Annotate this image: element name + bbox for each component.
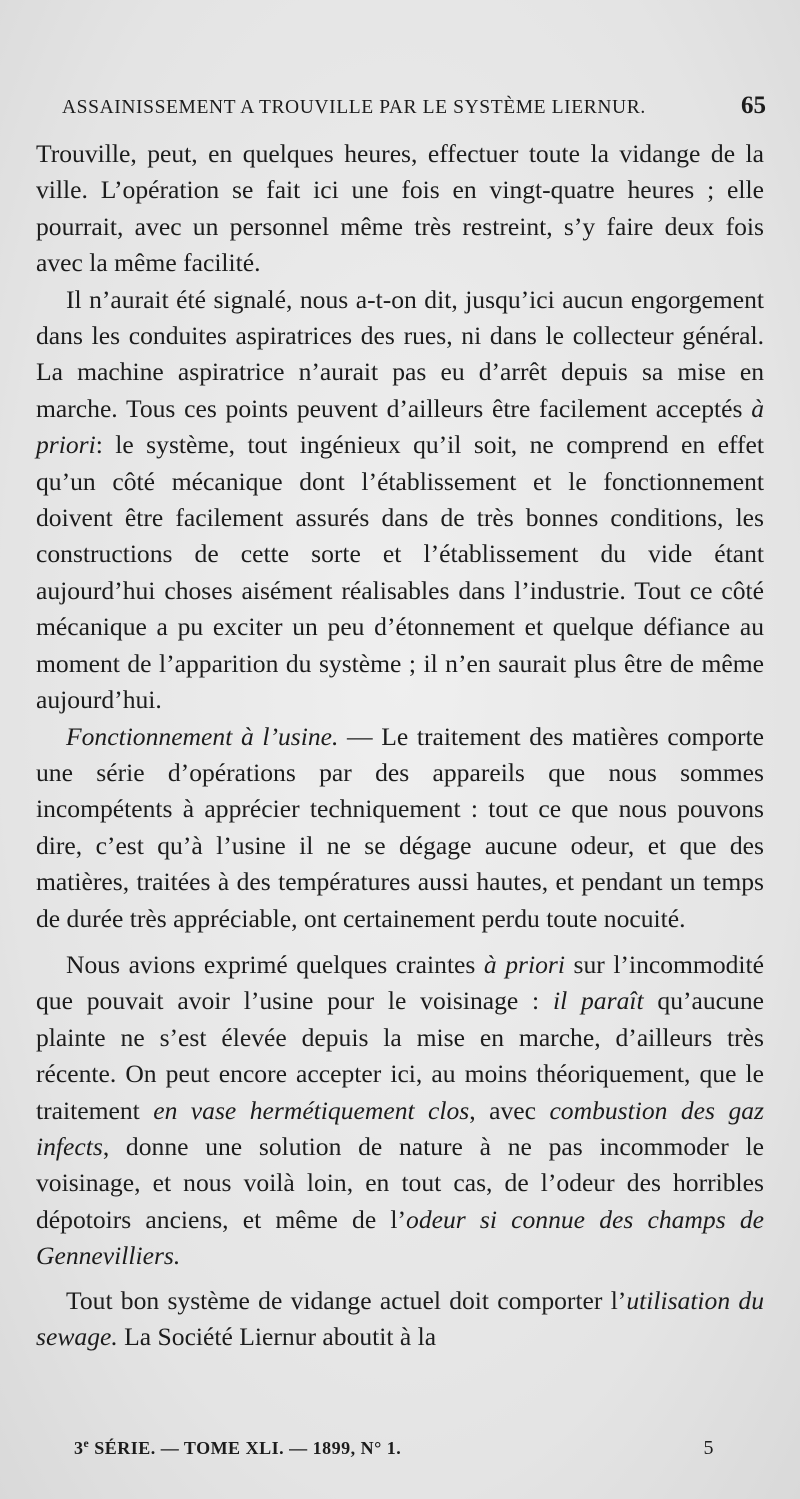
series-number: 3	[74, 1438, 84, 1458]
paragraph-4-text-a: Nous avions exprimé quelques craintes	[66, 949, 484, 979]
section-heading-fonctionnement: Fonctionnement à l’usine.	[66, 721, 339, 751]
paragraph-5-text-b: La Société Liernur aboutit à la	[117, 1322, 437, 1351]
paragraph-4-em-5: odeur si connue des champs de Gennevilliers.	[36, 1204, 764, 1271]
paragraph-5	[36, 1283, 764, 1356]
paragraph-2-rest: : le système, tout ingénieux qu’il soit, ne comprend en effet qu’un côté mécanique dont l’établissement et le fonctionnement doivent être facilement assurés dans de très bonnes conditions, les constructions de cette sorte et l’établissement du vide étant aujourd’hui choses aisément réalisables dans l’industrie. Tout ce côté mécanique a pu exciter un peu d’étonnement et quelque défiance au moment de l’apparition du système ; il n’en saurait plus être de même aujourd’hui.	[36, 430, 764, 715]
paragraph-4-em-4: combustion des gaz infects	[36, 1095, 764, 1161]
paragraph-4-text-b: sur l’incommodité que pouvait avoir l’usine pour le voisinage :	[36, 949, 765, 1016]
paragraph-5-text-a: Tout bon système de vidange actuel doit comporter l’	[66, 1285, 627, 1315]
running-title: ASSAINISSEMENT A TROUVILLE PAR LE SYSTÈME LIERNUR.	[62, 97, 646, 118]
series-citation	[74, 1437, 401, 1460]
paragraph-2-text: Il n’aurait été signalé, nous a-t-on dit, jusqu’ici aucun engorgement dans les conduites aspiratrices des rues, ni dans le collecteur général. La machine aspiratrice n’aurait pas eu d’arrêt depuis sa mise en marche. Tous ces points peuvent d’ailleurs être facilement acceptés	[36, 284, 764, 423]
sheet-number: 5	[703, 1437, 714, 1459]
paragraph-2-emphasis: à priori	[36, 393, 764, 460]
paragraph-1-text: Trouville, peut, en quelques heures, effectuer toute la vidange de la ville. L’opération se fait ici une fois en vingt-quatre heures ; elle pourrait, avec un personnel même très restreint, s’y faire deux fois avec la même facilité.	[36, 139, 764, 278]
paragraph-4	[36, 947, 764, 1275]
paragraph-2	[36, 282, 764, 719]
paragraph-3	[36, 719, 764, 937]
paragraph-4-text-e: , donne une solution de nature à ne pas incommoder le voisinage, et nous voilà loin, en tout cas, de l’odeur des horribles dépotoirs anciens, et même de l’	[36, 1131, 764, 1234]
page-number: 65	[741, 92, 766, 119]
paragraph-4-em-3: en vase hermétiquement clos	[153, 1095, 470, 1125]
paragraph-4-text-c: qu’aucune plainte ne s’est élevée depuis la mise en marche, d’ailleurs très récente. On peut encore accepter ici, au moins théoriquement, que le traitement	[36, 986, 764, 1125]
footer-signature	[74, 1437, 714, 1460]
paragraph-5-em: utilisation du sewage.	[36, 1285, 764, 1351]
series-superscript: e	[83, 1437, 90, 1450]
running-head	[62, 92, 766, 120]
paragraph-3-text: — Le traitement des matières comporte une série d’opérations par des appareils que nous sommes incompétents à apprécier techniquement : tout ce que nous pouvons dire, c’est qu’à l’usine il ne se dégage aucune odeur, et que des matières, traitées à des températures aussi hautes, et pendant un temps de durée très appréciable, ont certainement perdu toute nocuité.	[36, 721, 764, 933]
paragraph-4-text-d: , avec	[469, 1095, 550, 1125]
body-text	[36, 136, 764, 1355]
citation-text: SÉRIE. — TOME XLI. — 1899, N° 1.	[89, 1438, 402, 1458]
paragraph-4-em-1: à priori	[483, 949, 565, 979]
paragraph-1	[36, 136, 764, 282]
paragraph-4-em-2: il paraît	[552, 986, 644, 1016]
